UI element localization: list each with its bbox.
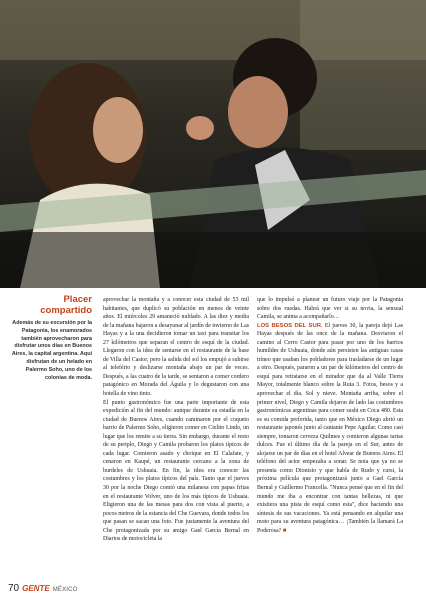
man-face (228, 76, 288, 148)
page-number: 70 (8, 583, 20, 594)
section-text: El jueves 30, la pareja dejó Las Hayas después de las once de la mañana. Desviaron el camino al Cerro Castor para pasar por uno de los barrios humildes de Ushuaia, donde aún persisten las antiguas casas tríneo que usaban los pobladores para trasladarse de un lugar a otro. Después, pararon a un par de kilómetros del centro de esquí para retratarse en el mirador que da al Valle Tierra Mayor, totalmente blanco sobre la Ruta 3. Fotos, besos y a aprovechar el día. Sol y nieve. Montaña arriba, sobre el primer nivel, Diego y Camila dejaron de lado las costumbres gastronómicas argentinas para comer sushi en Coca 480. Esta es su comida preferida, tanto que en México Diego abrió un restaurante japonés junto al cantante Pepe Aguilar. Como casi siempre, tomaron cerveza Quilmes y comieron algunas tartas dulces. Fue el último día de la pareja en el Sur, antes de alojarse un par de días en el hotel Alvear de Buenos Aires. El teléfono del actor empezaba a sonar. Se nota que ya no se presenta como Dionisio y que habla de Rudo y cursi, la próxima película que protagonizará junto a Gael García Bernal y Guillermo Francella. "Nunca pensé que en el fin del mundo me iba a encontrar con tantas bellezas, ni que existiera una pista de esquí como esta", dice haciendo una síntesis de sus vacaciones. Ya está pensando en alquilar una moto para su aventura patagónica… ¡También la llamará La Poderosa? (257, 322, 403, 534)
article-column-1 (103, 296, 249, 578)
column2-paragraph (257, 322, 403, 536)
hands (186, 116, 214, 140)
page-footer (8, 583, 78, 595)
edition-label: MÉXICO (52, 587, 78, 593)
end-mark: ■ (282, 527, 287, 534)
photo-illustration (0, 0, 426, 288)
column1-paragraph: El punto gastronómico fue una parte importante de esta expedición al fin del mundo: aunque durante su estadía en la ciudad de Buenos Aires, cuando caminaron por el coqueto barrio de Palermo Soho, eligieron comer en Cielito Lindo, un lugar que los remite a su tierra. Sin embargo, durante el resto de su periplo, Diego y Camila probaron los platos típicos de cada lugar. Comieron asado y choique en El Calafate, y cenaron en Kaupé, un restaurante cercano a la zona de burdeles de Ushuaia. En fin, la idea era conocer las costumbres y los platos típicos del país. Tanto que el jueves 30 por la noche Diego comió una milanesa con papas fritas en el restaurante Volver, uno de los más típicos de Ushuaia. Eligieron una de las mesas para dos con vista al puerto, a pocos metros de la estancia del Che Guevara, donde todos los que pasan se sacan una foto. Fue justamente la aventura del Che protagonizada por su amigo Gael García Bernal en Diarios de motocicleta la (103, 399, 249, 543)
caption-body: Además de su excursión por la Patagonia, los enamorados también aprovecharon para disfrutar unos días en Buenos Aires, la capital argentina. Aquí disfrutan de un helado en Palermo Soho, uno de los colonias de moda. (11, 320, 92, 381)
foreground-shadow (0, 232, 426, 288)
magazine-logo: GENTE (22, 584, 50, 593)
column1-paragraph: aprovechar la montaña y a conocer esta ciudad de 53 mil habitantes, que duplicó su población en menos de veinte años. El miércoles 29 amaneció nublado. A las diez y media de la mañana bajaron a desayunar al jardín de invierno de Las Hayas y a la una decidieron tomar un taxi para transitar los 27 kilómetros que separan el centro de esquí de la ciudad. Llegaron con la idea de sentarse en el restaurante de la base de Villa del Castor, pero la salida del sol los empujó a subirse al telefério y deslizarse montaña abajo un par de veces. Después, a las cuatro de la tarde, se sentaron a comer cordero patagónico en Morada del Águila y lo degustaron con una botella de vino tinto. (103, 297, 249, 398)
column2-paragraph (257, 296, 403, 322)
column2-intro: que lo impulsó a planear un futuro viaje por la Patagonia sobre dos ruedas. Habrá que ver si su novia, la sensual Camila, se anima a acompañarlo… (257, 297, 403, 321)
woman-face (93, 97, 143, 163)
section-heading: LOS BESOS DEL SUR. (257, 322, 323, 329)
couple-photo (0, 0, 426, 288)
caption-title: Placer compartido (40, 294, 92, 316)
photo-caption (10, 294, 92, 382)
article-column-2 (257, 296, 403, 578)
back-wall (300, 0, 426, 150)
